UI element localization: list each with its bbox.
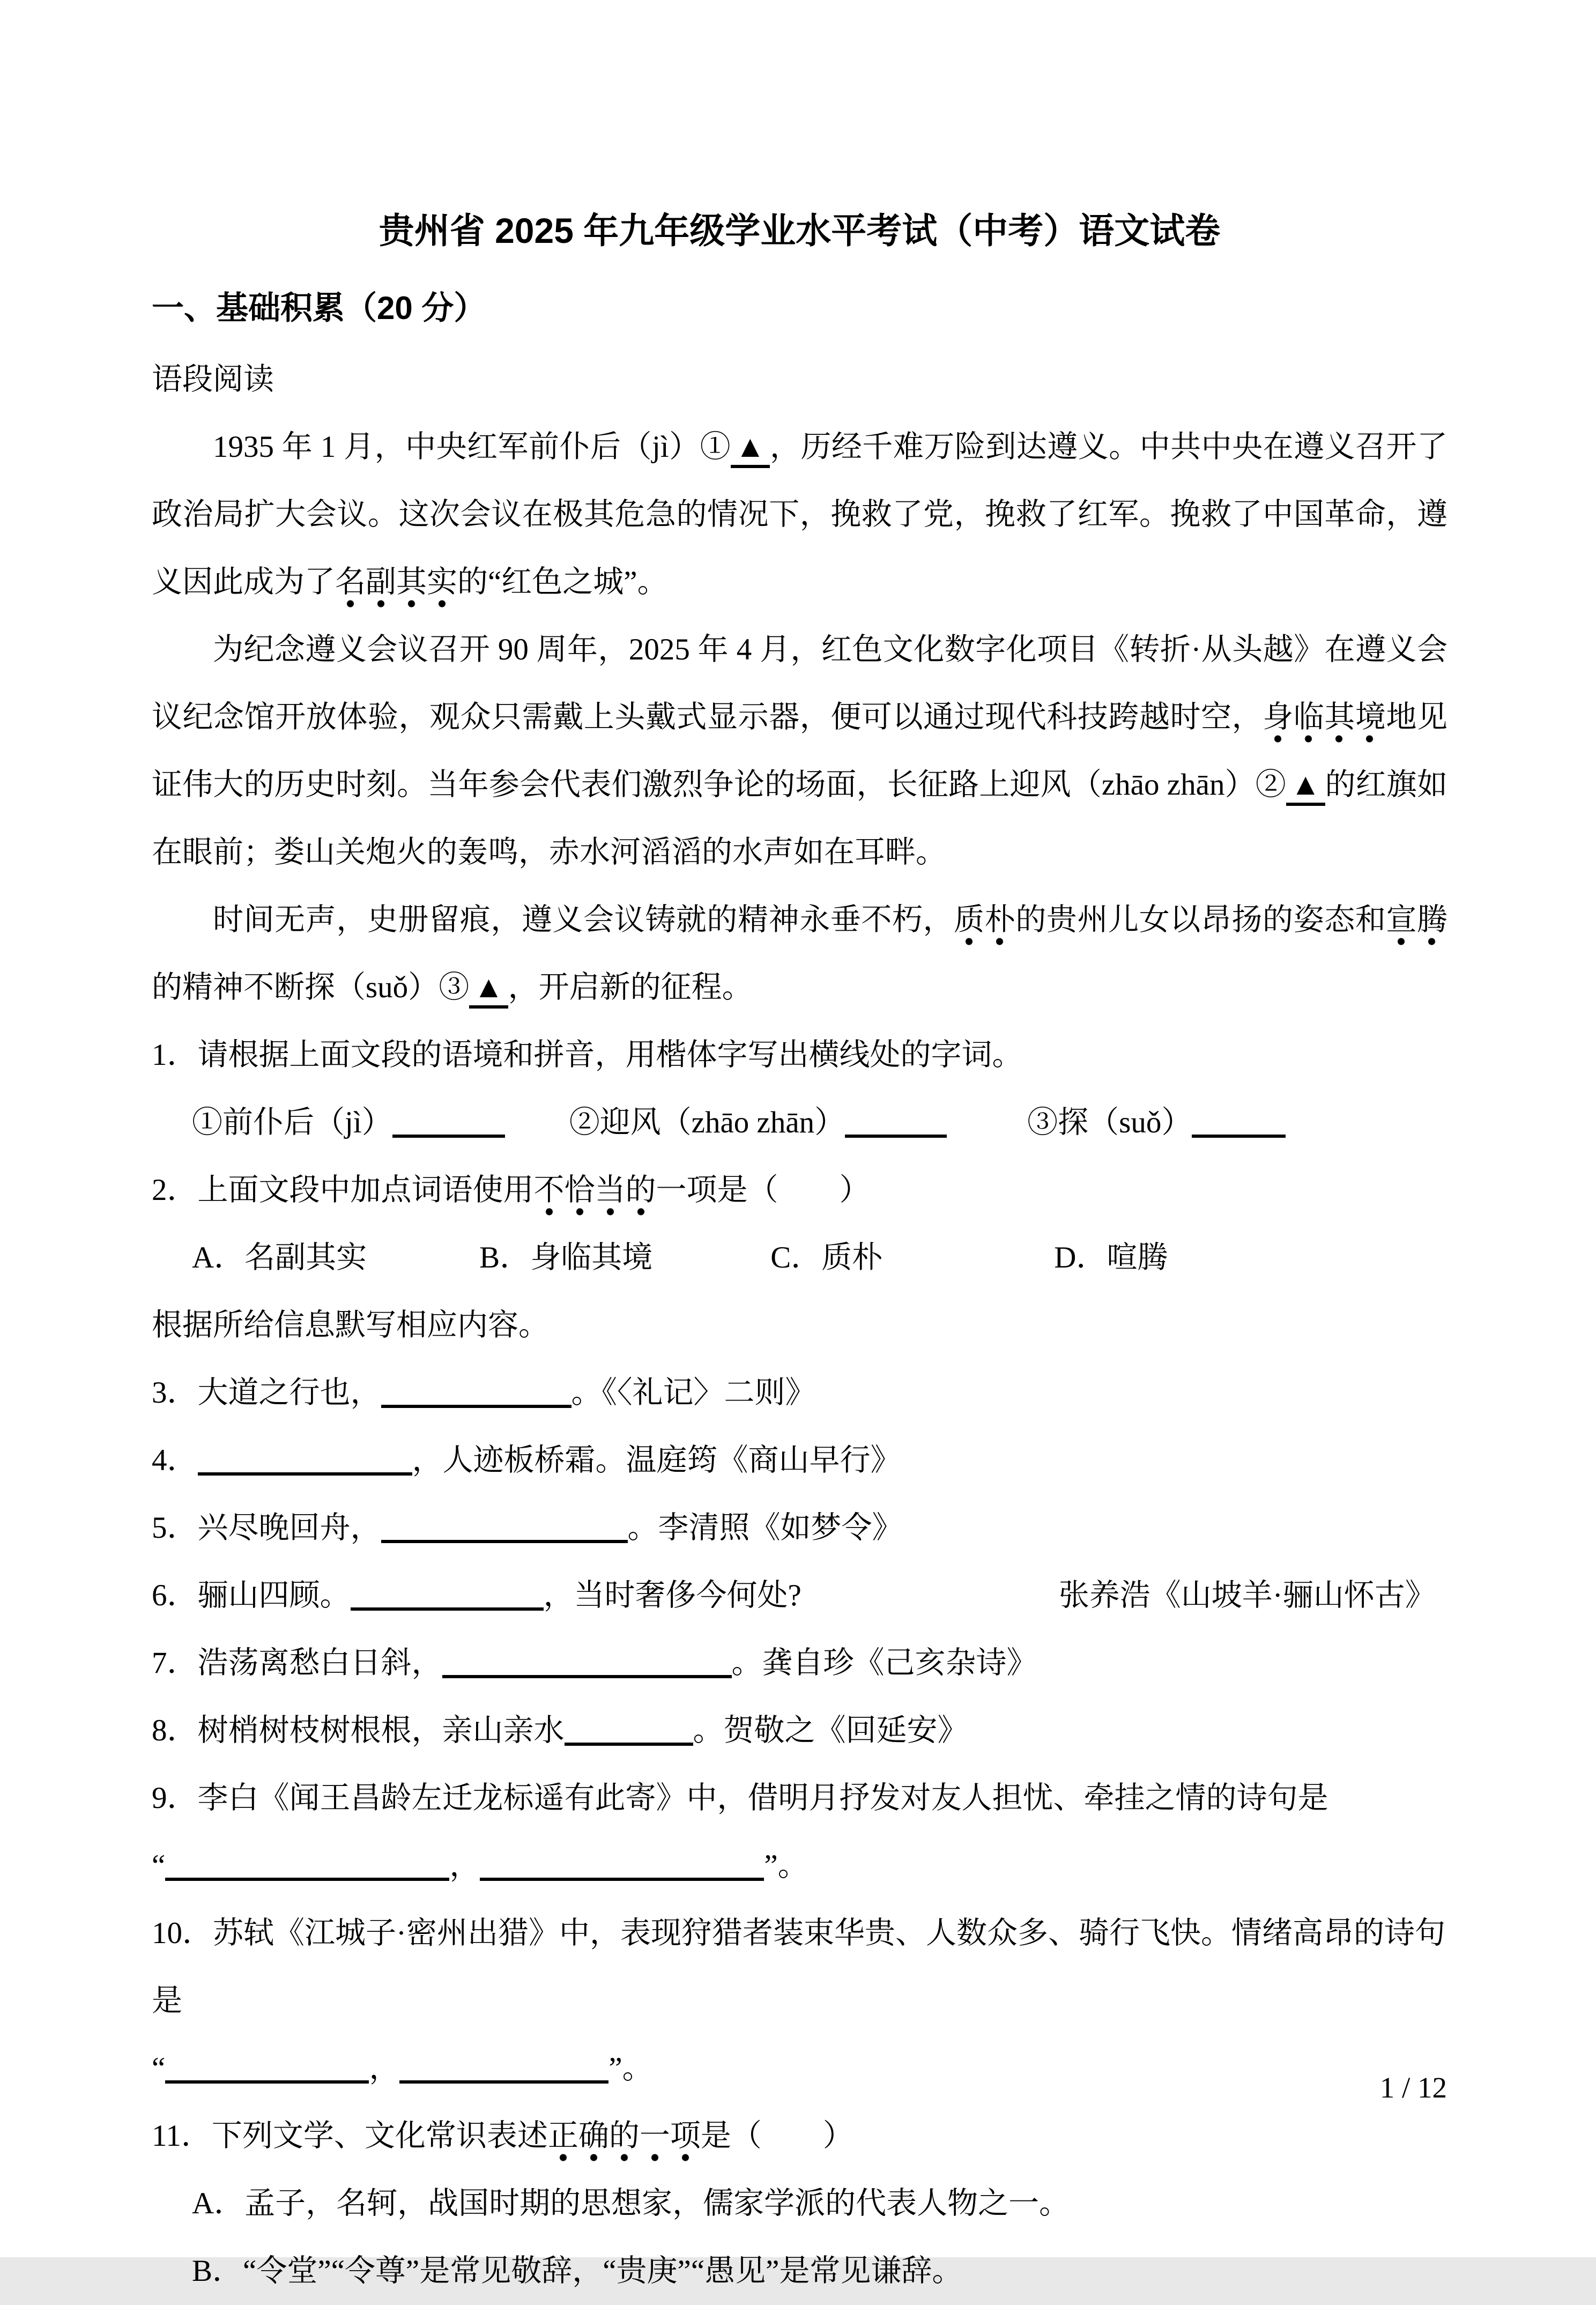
text-run: 11．下列文学、文化常识表述 [152, 2119, 548, 2153]
question-10: 10．苏轼《江城子·密州出猎》中，表现狩猎者装束华贵、人数众多、骑行飞快。情绪高昂的诗句是 [152, 1916, 1445, 2018]
passage-paragraph-1 [152, 413, 1447, 616]
text-run: 。贺敬之《回延安》 [693, 1714, 968, 1747]
text-run: 。龚自珍《己亥杂诗》 [731, 1646, 1037, 1680]
question-1-answer-blanks [152, 1089, 1447, 1157]
text-run: B．身临其境 [479, 1241, 653, 1274]
text-run: ，人迹板桥霜。温庭筠《商山早行》 [412, 1443, 901, 1477]
blank-line [198, 1456, 412, 1476]
text-run: 4． [152, 1443, 198, 1477]
text-run: ”。 [764, 1849, 808, 1882]
text-run: 时间无声，史册留痕，遵义会议铸就的精神永垂不朽， [213, 903, 954, 937]
text-run: ③探（suǒ） [1027, 1106, 1192, 1139]
text-run: 张养浩《山坡羊·骊山怀古》 [1058, 1578, 1436, 1612]
spacer [652, 1267, 770, 1268]
blank-line [480, 1861, 764, 1881]
page-number: 1 / 12 [1379, 2071, 1447, 2104]
question-10-answer-blanks [152, 2035, 1447, 2102]
emphasized-text: 身临其境 [1263, 700, 1386, 743]
passage-paragraph-2 [152, 616, 1447, 886]
blank-line [165, 2064, 369, 2084]
text-run: D．喧腾 [1054, 1241, 1168, 1274]
text-run: ②迎风（zhāo zhān） [569, 1106, 845, 1139]
text-run: 是（ ） [700, 2119, 853, 2153]
text-run: 地见证伟大的历史时刻。当年参会代表们激烈争论的场面，长征路上迎风（zhāo zhān） [152, 700, 1448, 802]
text-run: 2．上面文段中加点词语使用 [152, 1173, 534, 1207]
blank-line [845, 1118, 947, 1138]
text-run: 7．浩荡离愁白日斜， [152, 1646, 442, 1680]
emphasized-text: 不恰当的 [534, 1173, 656, 1216]
blank-line [381, 1523, 628, 1543]
question-6 [152, 1562, 1447, 1629]
blank-line [565, 1726, 693, 1746]
text-run: 的“红色之城”。 [457, 565, 668, 599]
answer-triangle-blank: ▲ [469, 970, 508, 1009]
text-run: 8．树梢树枝树根根，亲山亲水 [152, 1714, 565, 1747]
blank-line [399, 2064, 608, 2084]
text-run: 。《〈礼记〉二则》 [571, 1376, 816, 1410]
emphasized-text: 质朴 [954, 903, 1015, 945]
blank-line [1192, 1118, 1286, 1138]
text-run: ”。 [608, 2051, 653, 2085]
text-run: 的精神不断探（suǒ） [152, 970, 439, 1004]
text-run: ， [369, 2051, 400, 2085]
text-run: “ [152, 2051, 166, 2085]
text-run: ② [1255, 768, 1286, 802]
blank-line [392, 1118, 505, 1138]
spacer [882, 1267, 1054, 1268]
reading-label: 语段阅读 [152, 362, 274, 396]
question-8 [152, 1697, 1447, 1765]
text-run: “ [152, 1849, 166, 1882]
blank-line [165, 1861, 449, 1881]
text-run: ①前仆后（jì） [192, 1106, 392, 1139]
text-run: 。李清照《如梦令》 [627, 1511, 903, 1545]
page-title: 贵州省 2025 年九年级学业水平考试（中考）语文试卷 [378, 211, 1221, 250]
question-2-options [152, 1224, 1447, 1292]
question-11 [152, 2102, 1447, 2170]
question-11-option-a: A．孟子，名轲，战国时期的思想家，儒家学派的代表人物之一。 [192, 2187, 1070, 2220]
passage-paragraph-3 [152, 886, 1447, 1021]
text-run: ，历经千难万险到达遵义。中共中央在遵义召开了政治局扩大会议。这次会议在极其危急的情况下，挽救了党，挽救了红军。挽救了中国革命，遵义因此成为了 [152, 430, 1448, 599]
question-3 [152, 1359, 1447, 1427]
question-9-answer-blanks [152, 1832, 1447, 1900]
text-run: 的贵州儿女以昂扬的姿态和 [1015, 903, 1386, 937]
text-run: 3．大道之行也， [152, 1376, 381, 1410]
emphasized-text: 宣腾 [1386, 903, 1447, 945]
text-run: ③ [439, 970, 470, 1004]
text-run: 的红旗如在眼前；娄山关炮火的轰鸣，赤水河滔滔的水声如在耳畔。 [152, 768, 1448, 869]
text-run: 6．骊山四顾。 [152, 1578, 351, 1612]
answer-triangle-blank: ▲ [731, 430, 770, 468]
blank-line [351, 1591, 544, 1611]
blank-line [381, 1388, 571, 1408]
question-11-option-b: B．“令堂”“令尊”是常见敬辞，“贵庚”“愚见”是常见谦辞。 [192, 2254, 963, 2288]
spacer [367, 1267, 479, 1268]
text-run: ① [700, 430, 731, 464]
text-run: A．名副其实 [192, 1241, 367, 1274]
question-1: 1．请根据上面文段的语境和拼音，用楷体字写出横线处的字词。 [152, 1038, 1023, 1072]
text-run: 一项是（ ） [656, 1173, 870, 1207]
text-run: ， [449, 1849, 480, 1882]
text-run: C．质朴 [770, 1241, 883, 1274]
answer-triangle-blank: ▲ [1286, 768, 1325, 806]
question-2 [152, 1157, 1447, 1224]
emphasized-text: 正确的一项 [548, 2119, 701, 2161]
question-5 [152, 1494, 1447, 1562]
section-heading: 一、基础积累（20 分） [152, 290, 486, 326]
text-run: 1935 年 1 月，中央红军前仆后（jì） [213, 430, 700, 464]
text-run: 为纪念遵义会议召开 90 周年，2025 年 4 月，红色文化数字化项目《转折·从头越》在遵义会议纪念馆开放体验，观众只需戴上头戴式显示器，便可以通过现代科技跨越时空， [152, 633, 1447, 734]
text-run: 5．兴尽晚回舟， [152, 1511, 381, 1545]
text-run: ，开启新的征程。 [508, 970, 753, 1004]
text-run: ，当时奢侈今何处? [543, 1578, 801, 1612]
blank-line [442, 1658, 732, 1678]
question-4 [152, 1427, 1447, 1494]
dictation-instruction: 根据所给信息默写相应内容。 [152, 1308, 549, 1342]
question-7 [152, 1629, 1447, 1697]
question-9: 9．李白《闻王昌龄左迁龙标遥有此寄》中，借明月抒发对友人担忧、牵挂之情的诗句是 [152, 1781, 1328, 1815]
emphasized-text: 名副其实 [335, 565, 457, 607]
